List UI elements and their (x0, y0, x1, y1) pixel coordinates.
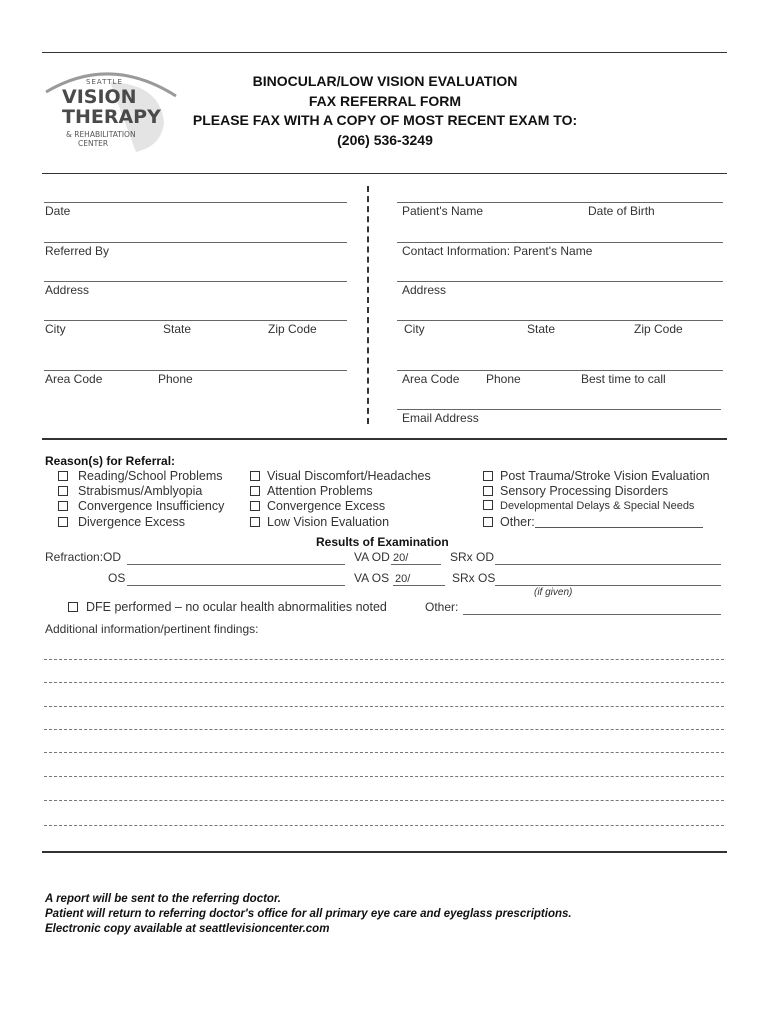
os-label: OS (108, 571, 126, 585)
srx-od-label: SRx OD (450, 550, 495, 564)
additional-info-line[interactable] (44, 800, 724, 801)
right-city-label: City (404, 322, 425, 336)
other-results-label: Other: (425, 600, 459, 614)
checkbox[interactable] (250, 471, 260, 481)
va-os-label: VA OS (354, 571, 390, 585)
checkbox[interactable] (250, 517, 260, 527)
reason-low-vision[interactable]: Low Vision Evaluation (250, 515, 389, 529)
contact-field[interactable] (397, 242, 723, 243)
footer-report-note: A report will be sent to the referring doctor. (45, 893, 281, 905)
checkbox[interactable] (250, 486, 260, 496)
reason-strabismus[interactable]: Strabismus/Amblyopia (58, 484, 202, 498)
form-subtitle: FAX REFERRAL FORM (308, 93, 462, 109)
logo-therapy: THERAPY (62, 106, 161, 128)
checkbox[interactable] (58, 501, 68, 511)
right-area-code-label: Area Code (402, 372, 460, 386)
srx-os-label: SRx OS (452, 571, 496, 585)
bottom-rule (42, 851, 727, 853)
reason-convergence-insufficiency[interactable]: Convergence Insufficiency (58, 499, 224, 513)
va-od-field[interactable] (391, 564, 441, 565)
column-divider (367, 186, 369, 424)
additional-info-line[interactable] (44, 825, 724, 826)
left-state-label: State (163, 322, 192, 336)
reason-post-trauma[interactable]: Post Trauma/Stroke Vision Evaluation (483, 469, 710, 483)
left-city-field[interactable] (44, 320, 347, 321)
va-od-label: VA OD (354, 550, 390, 564)
srx-os-field[interactable] (495, 585, 721, 586)
va-os-twenty: 20/ (395, 573, 411, 585)
email-label: Email Address (402, 411, 479, 425)
footer-electronic-copy: Electronic copy available at seattlevisioncenter.com (45, 923, 330, 935)
left-phone-field[interactable] (44, 370, 347, 371)
fax-instruction: PLEASE FAX WITH A COPY OF MOST RECENT EXAM TO: (192, 112, 578, 128)
date-field[interactable] (44, 202, 347, 203)
dob-label: Date of Birth (588, 204, 655, 218)
additional-info-line[interactable] (44, 752, 724, 753)
fax-number: (206) 536-3249 (337, 132, 433, 148)
dfe-performed[interactable]: DFE performed – no ocular health abnormalities noted (68, 600, 387, 614)
footer-return-note: Patient will return to referring doctor's office for all primary eye care and eyeglass prescriptions. (45, 908, 572, 920)
additional-info-line[interactable] (44, 729, 724, 730)
section-rule (42, 438, 727, 440)
checkbox[interactable] (483, 471, 493, 481)
top-rule (42, 52, 727, 53)
reason-other[interactable]: Other: (483, 515, 703, 529)
date-label: Date (45, 204, 71, 218)
checkbox[interactable] (58, 486, 68, 496)
right-phone-field[interactable] (397, 370, 723, 371)
srx-od-field[interactable] (495, 564, 721, 565)
header-rule (42, 173, 727, 174)
form-title: BINOCULAR/LOW VISION EVALUATION (252, 73, 518, 89)
left-area-code-label: Area Code (45, 372, 103, 386)
checkbox[interactable] (483, 500, 493, 510)
left-address-field[interactable] (44, 281, 347, 282)
reason-convergence-excess[interactable]: Convergence Excess (250, 499, 385, 513)
va-od-twenty: 20/ (393, 552, 409, 564)
reason-attention[interactable]: Attention Problems (250, 484, 373, 498)
additional-info-line[interactable] (44, 682, 724, 683)
logo-center: CENTER (78, 139, 109, 148)
right-state-label: State (527, 322, 556, 336)
other-reason-field[interactable] (535, 527, 703, 528)
left-city-label: City (45, 322, 66, 336)
right-phone-label: Phone (486, 372, 521, 386)
additional-info-line[interactable] (44, 659, 724, 660)
right-address-label: Address (402, 283, 447, 297)
left-address-label: Address (45, 283, 90, 297)
reason-visual-discomfort[interactable]: Visual Discomfort/Headaches (250, 469, 431, 483)
reason-sensory[interactable]: Sensory Processing Disorders (483, 484, 668, 498)
right-city-field[interactable] (397, 320, 723, 321)
contact-label: Contact Information: Parent's Name (402, 244, 593, 258)
referred-by-label: Referred By (45, 244, 110, 258)
checkbox[interactable] (483, 486, 493, 496)
other-results-field[interactable] (463, 614, 721, 615)
logo-vision: VISION (62, 86, 137, 108)
patient-name-field[interactable] (397, 202, 723, 203)
right-address-field[interactable] (397, 281, 723, 282)
reason-reading[interactable]: Reading/School Problems (58, 469, 223, 483)
reason-developmental[interactable]: Developmental Delays & Special Needs (483, 500, 694, 512)
checkbox[interactable] (250, 501, 260, 511)
email-field[interactable] (397, 409, 721, 410)
if-given-note: (if given) (534, 587, 573, 598)
logo (40, 62, 180, 152)
checkbox[interactable] (58, 471, 68, 481)
additional-info-line[interactable] (44, 776, 724, 777)
reason-divergence-excess[interactable]: Divergence Excess (58, 515, 185, 529)
referred-by-field[interactable] (44, 242, 347, 243)
left-phone-label: Phone (158, 372, 193, 386)
results-title: Results of Examination (316, 535, 449, 549)
additional-info-label: Additional information/pertinent findings: (45, 622, 259, 636)
right-zip-label: Zip Code (634, 322, 683, 336)
patient-name-label: Patient's Name (402, 204, 483, 218)
checkbox[interactable] (68, 602, 78, 612)
logo-seattle: SEATTLE (86, 78, 123, 86)
va-os-field[interactable] (393, 585, 445, 586)
best-time-label: Best time to call (581, 372, 666, 386)
logo-rehab: & REHABILITATION (66, 130, 136, 139)
refraction-od-label: Refraction:OD (45, 550, 122, 564)
refraction-od-field[interactable] (127, 564, 345, 565)
refraction-os-field[interactable] (127, 585, 345, 586)
additional-info-line[interactable] (44, 706, 724, 707)
reasons-title: Reason(s) for Referral: (45, 454, 176, 468)
checkbox[interactable] (58, 517, 68, 527)
left-zip-label: Zip Code (268, 322, 317, 336)
checkbox[interactable] (483, 517, 493, 527)
